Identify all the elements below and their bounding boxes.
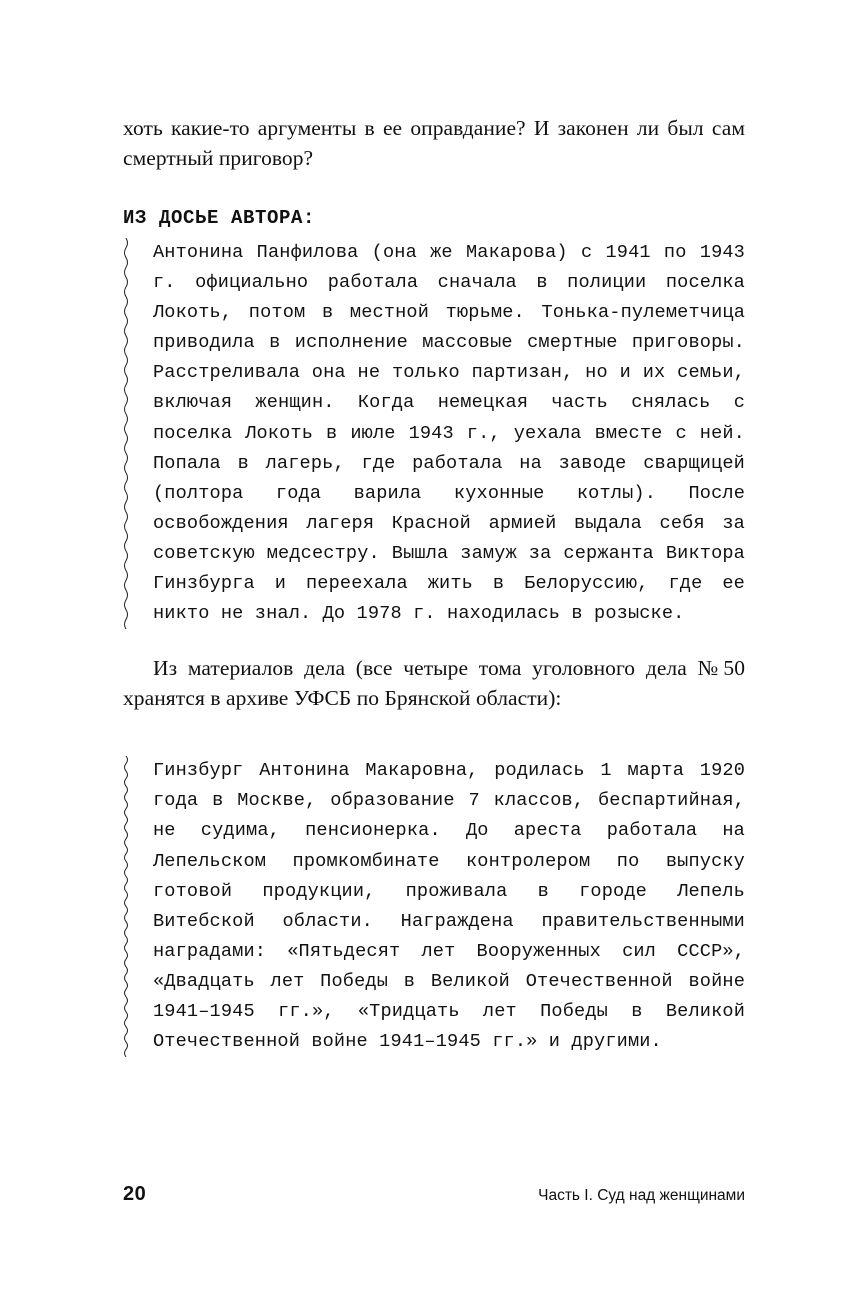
wavy-border xyxy=(123,238,129,629)
dossier-heading: ИЗ ДОСЬЕ АВТОРА: xyxy=(123,207,316,229)
running-footer-chapter: Часть I. Суд над женщинами xyxy=(538,1187,745,1204)
page-number: 20 xyxy=(123,1183,147,1205)
case-record-text: Гинзбург Антонина Макаровна, родилась 1 марта 1920 года в Москве, образование 7 классов, беспартийная, не судима, пенсионерка. До ареста работала на Лепельском промкомбинате контролером по выпуску готовой продукции, проживала в городе Лепель Витебской области. Награждена правительственными наградами: «Пятьдесят лет Вооруженных сил СССР», «Двадцать лет Победы в Великой Отечественной войне 1941–1945 гг.», «Тридцать лет Победы в Великой Отечественной войне 1941–1945 гг.» и другими. xyxy=(153,760,745,1053)
wavy-border xyxy=(123,756,129,1057)
dossier-text: Антонина Панфилова (она же Макарова) с 1941 по 1943 г. официально работала сначала в полиции поселка Локоть, потом в местной тюрьме. Тонька-пулеметчица приводила в исполнение массовые смертные приговоры. Расстреливала она не только партизан, но и их семьи, включая женщин. Когда немецкая часть снялась с поселка Локоть в июле 1943 г., уехала вместе с ней. Попала в лагерь, где работала на заводе сварщицей (полтора года варила кухонные котлы). После освобождения лагеря Красной армией выдала себя за советскую медсестру. Вышла замуж за сержанта Виктора Гинзбурга и переехала жить в Белоруссию, где ее никто не знал. До 1978 г. находилась в розыске. xyxy=(153,242,745,625)
materials-paragraph: Из материалов дела (все четыре тома уголовного дела №50 хранятся в архиве УФСБ по Брянской области): xyxy=(123,656,745,711)
dossier-block xyxy=(123,238,745,629)
page-content xyxy=(123,113,745,1057)
case-record-block xyxy=(123,756,745,1057)
intro-paragraph: хоть какие-то аргументы в ее оправдание? И законен ли был сам смертный приговор? xyxy=(123,116,745,170)
